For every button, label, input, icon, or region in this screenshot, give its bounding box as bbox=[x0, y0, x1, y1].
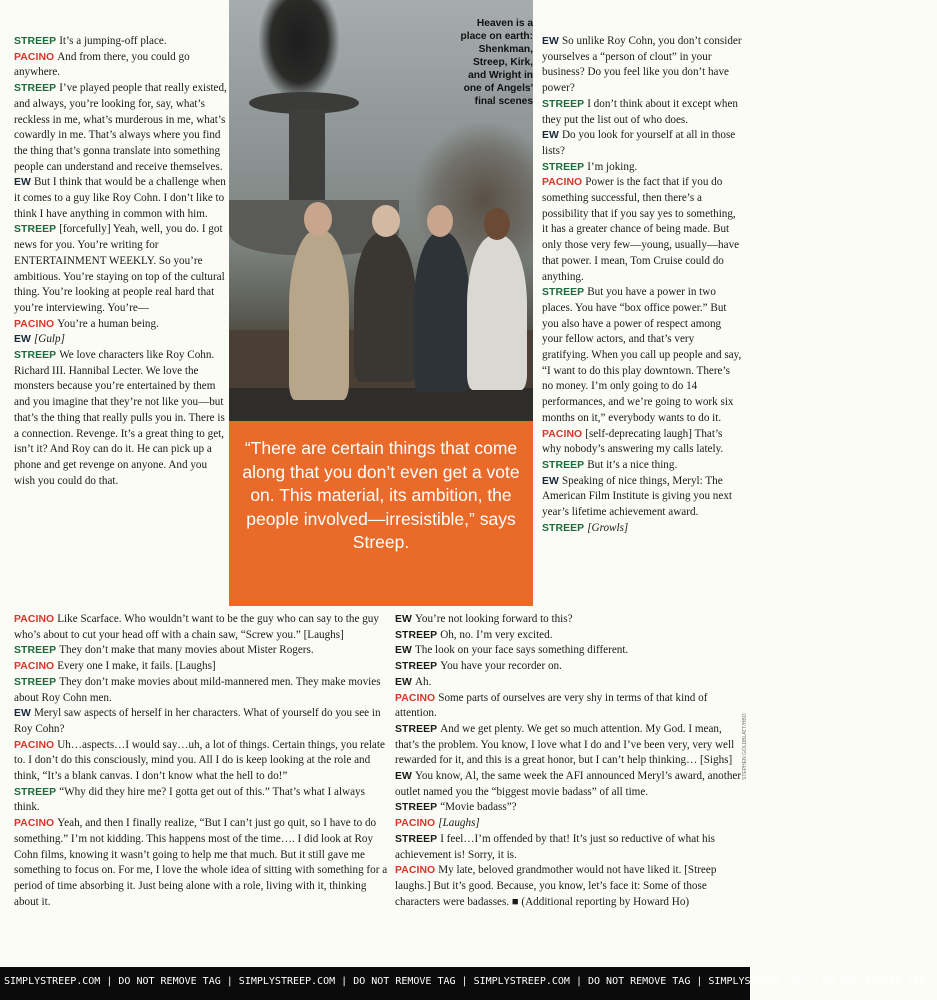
speaker-label: PACINO bbox=[14, 661, 55, 673]
dialogue-line bbox=[14, 50, 228, 81]
right-column bbox=[542, 34, 742, 537]
actor-3 bbox=[414, 232, 470, 392]
dialogue-line bbox=[542, 427, 742, 458]
speaker-label: STREEP bbox=[395, 661, 438, 673]
line-text: So unlike Roy Cohn, you don’t consider yourselves a “person of clout” in your business? Do you feel like you don’t have power? bbox=[542, 35, 742, 95]
dialogue-line bbox=[395, 612, 742, 628]
speaker-label: PACINO bbox=[542, 428, 583, 440]
speaker-label: STREEP bbox=[395, 802, 438, 814]
line-text: They don’t make movies about mild-mannered men. They make movies about Roy Cohn men. bbox=[14, 675, 381, 704]
line-text: You know, Al, the same week the AFI announced Meryl’s award, another outlet named you the “biggest movie badass” of all time. bbox=[395, 770, 742, 798]
dialogue-line bbox=[14, 785, 389, 816]
dialogue-line bbox=[14, 659, 389, 675]
dialogue-line bbox=[14, 816, 389, 910]
dialogue-line bbox=[542, 97, 742, 128]
speaker-label: STREEP bbox=[395, 629, 438, 641]
line-text: And from there, you could go anywhere. bbox=[14, 50, 190, 79]
speaker-label: PACINO bbox=[14, 818, 55, 830]
line-text: And we get plenty. We get so much attention. My God. I mean, that’s the problem. You know, I love what I do and I’ve been very, very well rewarded for it, and this is a great honor, but I can’t help thinking… [Sighs] bbox=[395, 722, 735, 767]
left-column bbox=[14, 34, 228, 489]
dialogue-line bbox=[14, 222, 228, 316]
line-text: I feel…I’m offended by that! It’s just so reductive of what his achievement is! Sorry, it is. bbox=[395, 832, 716, 861]
line-text: Some parts of ourselves are very shy in terms of that kind of attention. bbox=[395, 691, 708, 720]
watermark-text: SIMPLYSTREEP.COM | DO NOT REMOVE TAG | SIMPLYSTREEP.COM | DO NOT REMOVE TAG | SIMPLYSTREEP.COM | DO NOT REMOVE TAG | SIMPLYSTREEP.COM | DO NOT REMOVE TAG | bbox=[4, 976, 937, 987]
dialogue-line bbox=[395, 769, 742, 800]
line-text: [self-deprecating laugh] That’s why nobody’s answering my calls lately. bbox=[542, 427, 724, 456]
dialogue-line bbox=[395, 691, 742, 722]
speaker-label: STREEP bbox=[542, 459, 585, 471]
speaker-label: PACINO bbox=[395, 818, 436, 830]
speaker-label: EW bbox=[14, 334, 31, 346]
dialogue-line bbox=[14, 81, 228, 175]
dialogue-line bbox=[14, 317, 228, 333]
actor-4-head bbox=[484, 208, 510, 240]
dialogue-line bbox=[542, 34, 742, 97]
line-text: [forcefully] Yeah, well, you do. I got news for you. You’re writing for ENTERTAINMENT WEEKLY. So you’re ambitious. You’re staying on top of the cultural thing. You’re looking at people real hard that you’re interviewing. You’re— bbox=[14, 223, 225, 314]
dialogue-line bbox=[14, 34, 228, 50]
dialogue-line bbox=[395, 628, 742, 644]
line-text: [Gulp] bbox=[33, 333, 65, 346]
line-text: Yeah, and then I finally realize, “But I can’t just go quit, so I have to do something.” I’m not kidding. This happens most of the time…. I did look at Roy Cohn films, knowing it wasn’t going to help me that much. But it still gave me something to focus on. For me, I love the whole idea of sitting with something for a period of time absorbing it. Just being alone with a role, living with it, thinking about it. bbox=[14, 817, 388, 908]
dialogue-line bbox=[542, 160, 742, 176]
dialogue-line bbox=[14, 706, 389, 737]
line-text: You have your recorder on. bbox=[440, 660, 562, 673]
pull-quote: “There are certain things that come along that you don’t even get a vote on. This material, its ambition, the people involved—irresistible,” says Streep. bbox=[229, 421, 533, 606]
line-text: Do you look for yourself at all in those lists? bbox=[542, 129, 736, 157]
speaker-label: STREEP bbox=[542, 522, 585, 534]
actor-1 bbox=[289, 230, 349, 400]
line-text: My late, beloved grandmother would not have liked it. [Streep laughs.] But it’s good. Because, you know, let’s face it: Some of those characters were badasses. ■ (Additional reporting by Howard Ho) bbox=[395, 864, 717, 908]
dialogue-line bbox=[14, 348, 228, 489]
dialogue-line bbox=[542, 285, 742, 426]
dialogue-line bbox=[542, 521, 742, 537]
actor-2-head bbox=[372, 205, 400, 237]
line-text: But I think that would be a challenge when it comes to a guy like Roy Cohn. I don’t like to think I have anything in common with him. bbox=[14, 176, 226, 220]
line-text: Uh…aspects…I would say…uh, a lot of things. Certain things, you relate to. I don’t do this consciously, mind you. All I do is keep looking at the role and think, “It’s a blank canvas. I don’t know what the hell to do!” bbox=[14, 738, 385, 783]
dialogue-line bbox=[395, 816, 742, 832]
speaker-label: STREEP bbox=[14, 676, 57, 688]
line-text: Speaking of nice things, Meryl: The American Film Institute is giving you next year’s lifetime achievement award. bbox=[542, 474, 732, 519]
line-text: It’s a jumping-off place. bbox=[59, 35, 167, 47]
actor-4 bbox=[467, 235, 527, 390]
lower-left-column bbox=[14, 612, 389, 910]
dialogue-line bbox=[395, 863, 742, 910]
speaker-label: PACINO bbox=[14, 318, 55, 330]
speaker-label: EW bbox=[14, 177, 31, 189]
line-text: The look on your face says something different. bbox=[414, 644, 629, 657]
speaker-label: STREEP bbox=[14, 36, 57, 47]
angel-statue bbox=[259, 0, 339, 100]
line-text: “Why did they hire me? I gotta get out of this.” That’s what I always think. bbox=[14, 785, 365, 814]
line-text: Every one I make, it fails. [Laughs] bbox=[57, 660, 216, 673]
dialogue-line bbox=[395, 643, 742, 659]
dialogue-line bbox=[395, 832, 742, 863]
actor-1-head bbox=[304, 202, 332, 236]
dialogue-line bbox=[14, 675, 389, 706]
line-text: Power is the fact that if you do something successful, then there’s a possibility that if you say yes to something, it has a greater chance of being made. But only those very few—young, usually—have that power. I mean, Tom Cruise could do anything. bbox=[542, 176, 740, 283]
watermark-strip bbox=[0, 967, 937, 1000]
line-text: We love characters like Roy Cohn. Richard III. Hannibal Lecter. We love the monsters because you’re entertained by them and you imagine that they’re not like you—but that’s the thing that really pulls you in. There is a connection. Revenge. It’s a great thing to get, isn’t it? And Roy can do it. He can pick up a phone and get revenge on anyone. And you wish you could do that. bbox=[14, 349, 225, 487]
line-text: [Laughs] bbox=[438, 817, 480, 830]
speaker-label: PACINO bbox=[14, 51, 55, 63]
line-text: Ah. bbox=[414, 675, 432, 688]
photo-caption: Heaven is a place on earth: Shenkman, Streep, Kirk, and Wright in one of Angels' final scenes bbox=[460, 18, 533, 107]
speaker-label: PACINO bbox=[395, 865, 436, 877]
line-text: You’re a human being. bbox=[57, 317, 159, 330]
speaker-label: STREEP bbox=[542, 287, 585, 299]
line-text: Oh, no. I’m very excited. bbox=[440, 628, 553, 641]
dialogue-line bbox=[542, 474, 742, 521]
speaker-label: EW bbox=[395, 614, 412, 625]
line-text: I’m joking. bbox=[587, 160, 638, 173]
photo-credit: STEPHEN GOLDBLATT/HBO bbox=[742, 713, 748, 780]
speaker-label: EW bbox=[395, 676, 412, 688]
speaker-label: STREEP bbox=[395, 723, 438, 735]
speaker-label: STREEP bbox=[14, 786, 57, 798]
speaker-label: STREEP bbox=[542, 161, 585, 173]
speaker-label: STREEP bbox=[14, 350, 57, 362]
speaker-label: PACINO bbox=[14, 614, 55, 625]
line-text: Like Scarface. Who wouldn’t want to be the guy who can say to the guy who’s about to cut your head off with a chain saw, “Screw you.” [Laughs] bbox=[14, 613, 379, 641]
line-text: I don’t think about it except when they put the list out of who does. bbox=[542, 97, 738, 126]
speaker-label: EW bbox=[395, 645, 412, 657]
line-text: They don’t make that many movies about Mister Rogers. bbox=[59, 644, 314, 657]
dialogue-line bbox=[542, 128, 742, 159]
dialogue-line bbox=[14, 175, 228, 222]
speaker-label: STREEP bbox=[14, 224, 57, 236]
speaker-label: EW bbox=[395, 771, 412, 783]
actor-3-head bbox=[427, 205, 453, 237]
speaker-label: STREEP bbox=[542, 98, 585, 110]
speaker-label: STREEP bbox=[14, 645, 57, 657]
dialogue-line bbox=[395, 659, 742, 675]
lower-right-column bbox=[395, 612, 742, 910]
dialogue-line bbox=[395, 675, 742, 691]
fountain-column bbox=[289, 110, 325, 205]
dialogue-line bbox=[542, 458, 742, 474]
dialogue-line bbox=[14, 643, 389, 659]
speaker-label: STREEP bbox=[395, 833, 438, 845]
dialogue-line bbox=[14, 332, 228, 348]
line-text: “Movie badass”? bbox=[440, 801, 517, 814]
dialogue-line bbox=[542, 175, 742, 285]
line-text: I’ve played people that really existed, and always, you’re looking for, say, what’s reckless in me, what’s murderous in me, what’s cowardly in me. That’s always where you find the thing that’s gonna translate into something people can understand and receive themselves. bbox=[14, 82, 227, 173]
dialogue-line bbox=[395, 722, 742, 769]
actor-2 bbox=[354, 232, 416, 382]
dialogue-line bbox=[395, 800, 742, 816]
speaker-label: PACINO bbox=[542, 177, 583, 189]
line-text: But you have a power in two places. You have “box office power.” But you also have a power of respect among your fellow actors, and that’s very gratifying. When you call up people and say, “I want to do this play downtown. There’s no money. I’m only going to do 14 performances, and we’re going to work six months on it,” everybody wants to do it. bbox=[542, 286, 742, 424]
dialogue-line bbox=[14, 612, 389, 643]
line-text: You’re not looking forward to this? bbox=[414, 613, 573, 625]
speaker-label: EW bbox=[542, 475, 559, 487]
speaker-label: PACINO bbox=[395, 692, 436, 704]
speaker-label: STREEP bbox=[14, 83, 57, 95]
dialogue-line bbox=[14, 738, 389, 785]
line-text: [Growls] bbox=[587, 521, 629, 534]
line-text: But it’s a nice thing. bbox=[587, 458, 678, 471]
speaker-label: PACINO bbox=[14, 739, 55, 751]
speaker-label: EW bbox=[542, 130, 559, 142]
speaker-label: EW bbox=[14, 708, 31, 720]
ground bbox=[229, 388, 533, 421]
speaker-label: EW bbox=[542, 36, 559, 47]
line-text: Meryl saw aspects of herself in her characters. What of yourself do you see in Roy Cohn? bbox=[14, 707, 381, 735]
